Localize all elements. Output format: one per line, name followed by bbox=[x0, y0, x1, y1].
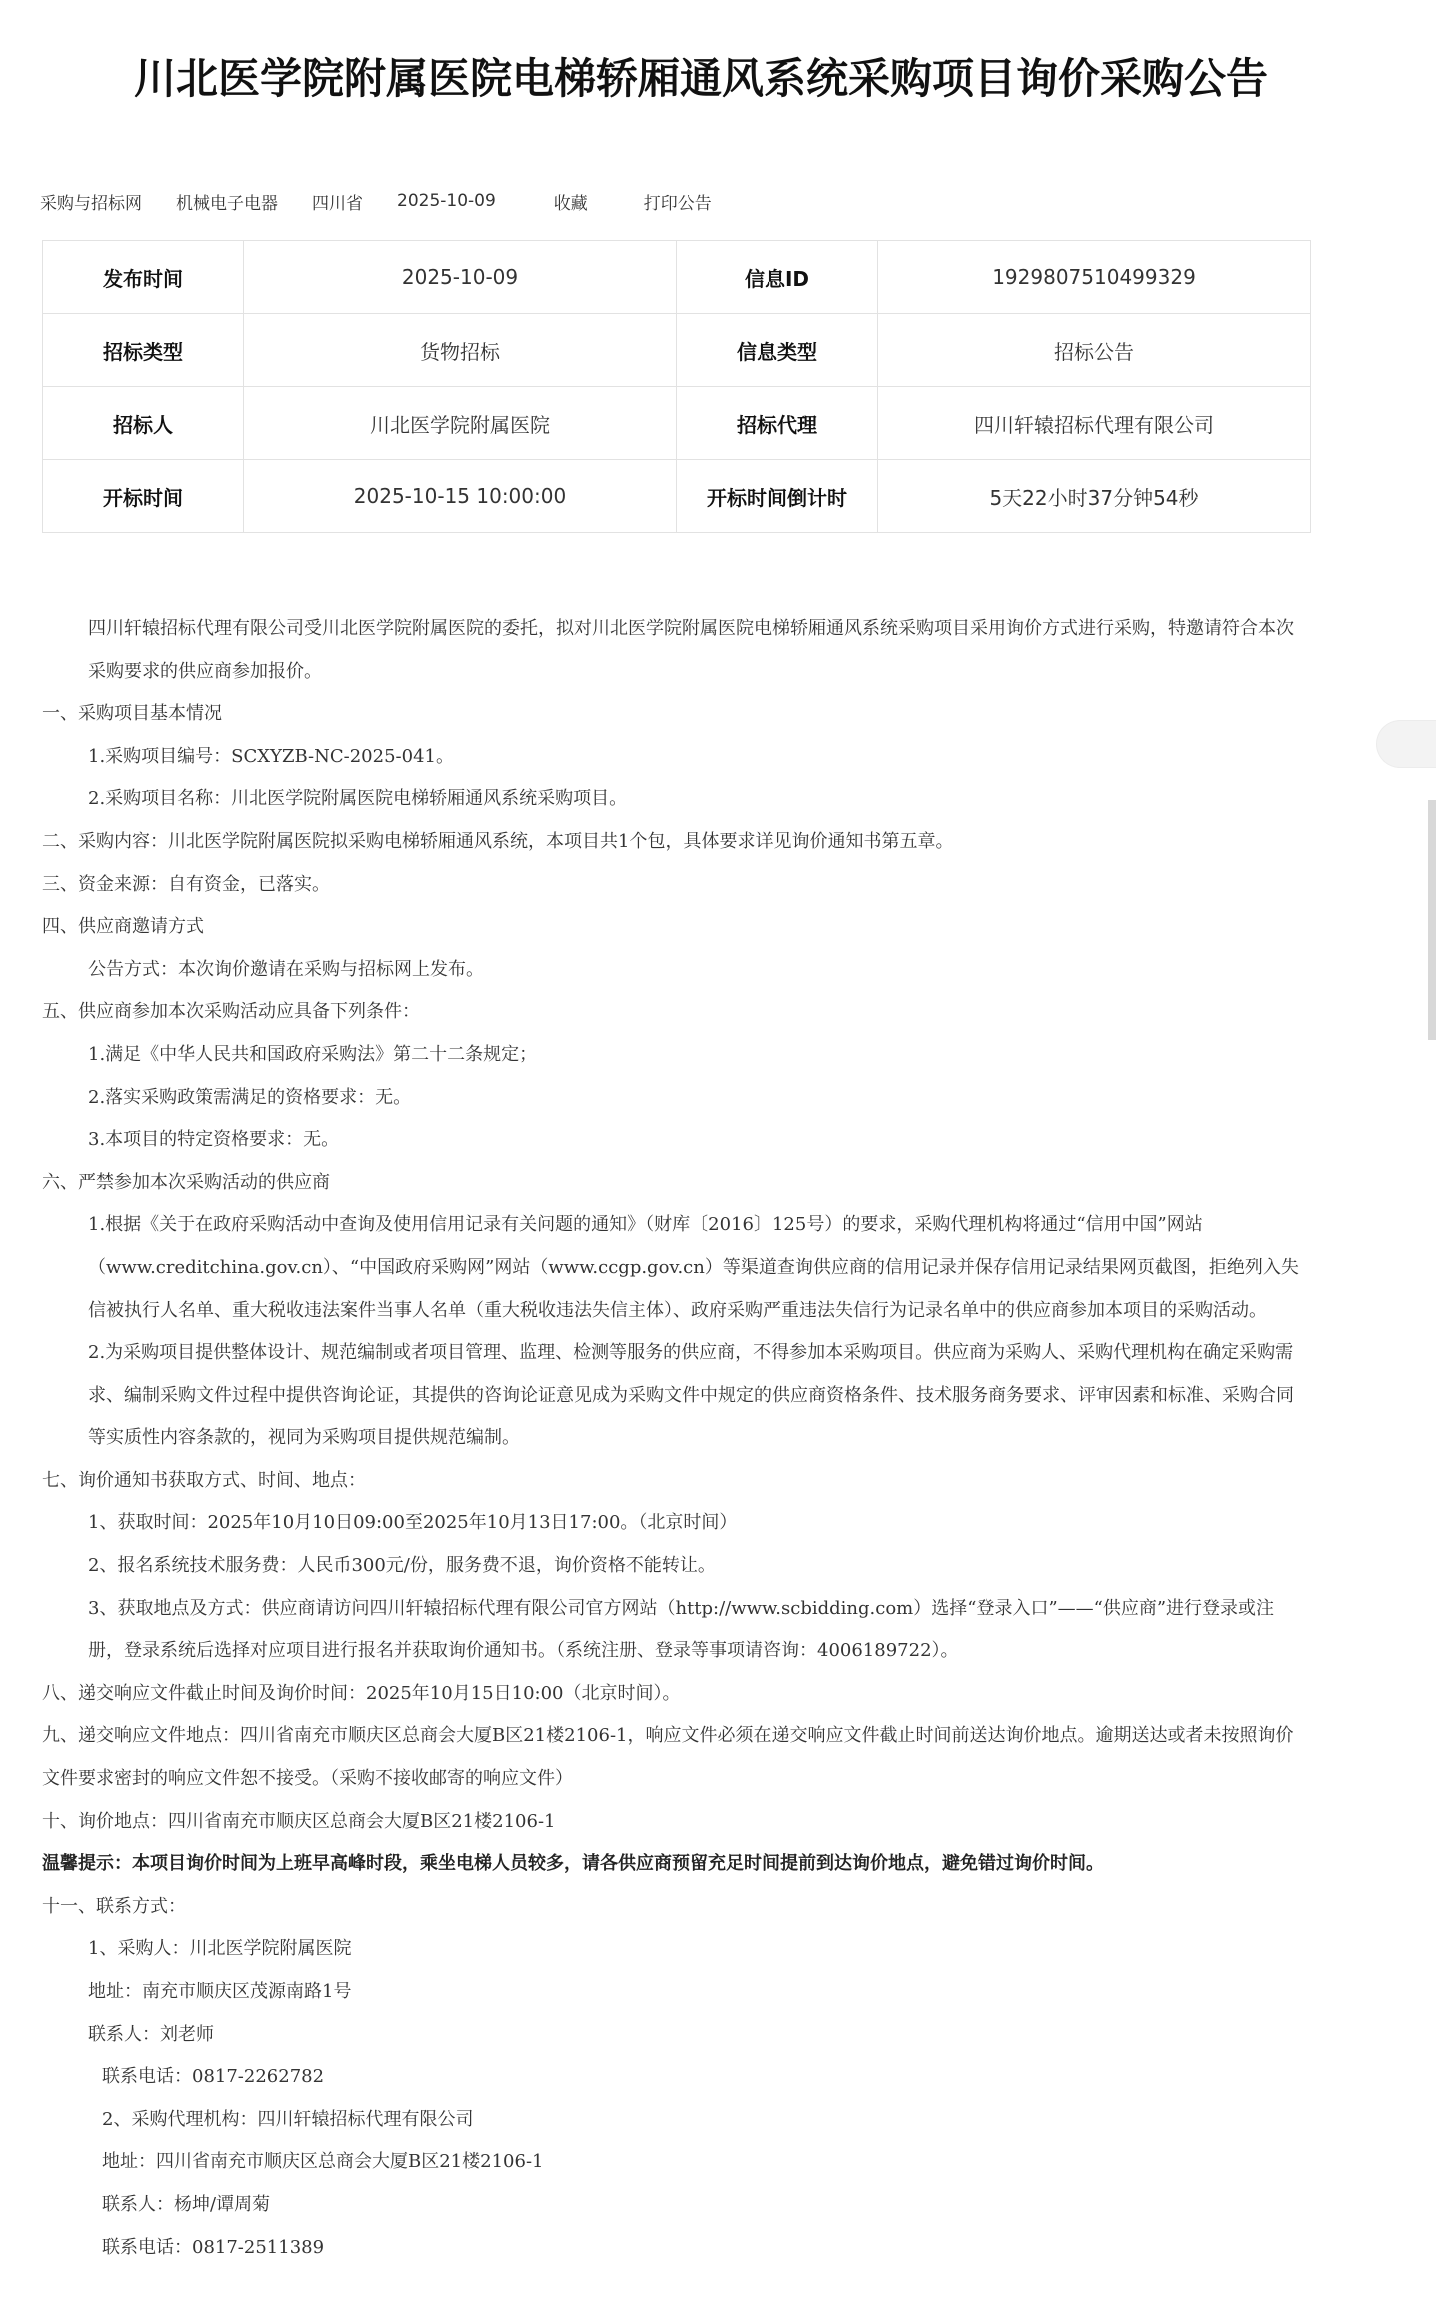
contact-item: 联系电话：0817-2511389 bbox=[102, 2236, 325, 2258]
info-id-value: 1929807510499329 bbox=[878, 241, 1311, 314]
meta-source[interactable]: 采购与招标网 bbox=[40, 193, 142, 214]
meta-date: 2025-10-09 bbox=[397, 191, 496, 211]
print-button[interactable]: 打印公告 bbox=[643, 193, 712, 214]
section-heading: 三、资金来源：自有资金，已落实。 bbox=[42, 873, 330, 895]
intro-paragraph: 四川轩辕招标代理有限公司受川北医学院附属医院的委托，拟对川北医学院附属医院电梯轿厢通风系统采购项目采用询价方式进行采购，特邀请符合本次采购要求的供应商参加报价。 bbox=[88, 618, 1294, 682]
meta-bar bbox=[40, 186, 746, 216]
section-heading: 一、采购项目基本情况 bbox=[42, 703, 222, 725]
list-item: 2.采购项目名称：川北医学院附属医院电梯轿厢通风系统采购项目。 bbox=[88, 788, 628, 810]
list-item: 2.落实采购政策需满足的资格要求：无。 bbox=[88, 1086, 412, 1108]
info-id-label: 信息ID bbox=[677, 241, 878, 314]
announcement-body bbox=[42, 608, 1306, 2269]
contact-item: 联系人：杨坤/谭周菊 bbox=[102, 2193, 271, 2215]
tenderer-value: 川北医学院附属医院 bbox=[244, 387, 677, 460]
table-row bbox=[43, 387, 1311, 460]
table-row bbox=[43, 241, 1311, 314]
publish-time-label: 发布时间 bbox=[43, 241, 244, 314]
warm-tip: 温馨提示：本项目询价时间为上班早高峰时段，乘坐电梯人员较多，请各供应商预留充足时间提前到达询价地点，避免错过询价时间。 bbox=[42, 1853, 1104, 1875]
scrollbar[interactable] bbox=[1428, 800, 1436, 1040]
list-item: 3.本项目的特定资格要求：无。 bbox=[88, 1129, 340, 1151]
list-item: 1.根据《关于在政府采购活动中查询及使用信用记录有关问题的通知》（财库〔2016〕125号）的要求，采购代理机构将通过“信用中国”网站（www.creditchina.gov.cn）、“中国政府采购网”网站（www.ccgp.gov.cn）等渠道查询供应商的信用记录并保存信用记录结果网页截图，拒绝列入失信被执行人名单、重大税收违法案件当事人名单（重大税收违法失信主体）、政府采购严重违法失信行为记录名单中的供应商参加本项目的采购活动。 bbox=[88, 1214, 1299, 1321]
agent-value: 四川轩辕招标代理有限公司 bbox=[878, 387, 1311, 460]
section-heading: 十一、联系方式： bbox=[42, 1895, 186, 1917]
list-item: 1.采购项目编号：SCXYZB-NC-2025-041。 bbox=[88, 745, 454, 767]
contact-item: 地址：四川省南充市顺庆区总商会大厦B区21楼2106-1 bbox=[102, 2151, 544, 2173]
agent-label: 招标代理 bbox=[677, 387, 878, 460]
tenderer-label: 招标人 bbox=[43, 387, 244, 460]
publish-time-value: 2025-10-09 bbox=[244, 241, 677, 314]
open-time-label: 开标时间 bbox=[43, 460, 244, 533]
side-float-handle[interactable] bbox=[1376, 720, 1436, 768]
contact-item: 2、采购代理机构：四川轩辕招标代理有限公司 bbox=[102, 2108, 474, 2130]
table-row bbox=[43, 314, 1311, 387]
tender-type-label: 招标类型 bbox=[43, 314, 244, 387]
section-heading: 四、供应商邀请方式 bbox=[42, 916, 204, 938]
list-item: 3、获取地点及方式：供应商请访问四川轩辕招标代理有限公司官方网站（http://www.scbidding.com）选择“登录入口”——“供应商”进行登录或注册，登录系统后选择对应项目进行报名并获取询价通知书。（系统注册、登录等事项请咨询：4006189722）。 bbox=[88, 1597, 1275, 1662]
section-heading: 六、严禁参加本次采购活动的供应商 bbox=[42, 1171, 330, 1193]
section-heading: 十、询价地点：四川省南充市顺庆区总商会大厦B区21楼2106-1 bbox=[42, 1810, 556, 1832]
meta-category[interactable]: 机械电子电器 bbox=[176, 193, 278, 214]
list-item: 1.满足《中华人民共和国政府采购法》第二十二条规定； bbox=[88, 1043, 538, 1065]
contact-item: 联系电话：0817-2262782 bbox=[102, 2066, 325, 2088]
contact-item: 1、采购人：川北医学院附属医院 bbox=[88, 1938, 352, 1960]
list-item: 1、获取时间：2025年10月10日09:00至2025年10月13日17:00。（北京时间） bbox=[88, 1512, 738, 1534]
meta-region[interactable]: 四川省 bbox=[312, 193, 363, 214]
list-item: 公告方式：本次询价邀请在采购与招标网上发布。 bbox=[88, 958, 484, 980]
list-item: 2、报名系统技术服务费：人民币300元/份，服务费不退，询价资格不能转让。 bbox=[88, 1555, 716, 1577]
open-time-value: 2025-10-15 10:00:00 bbox=[244, 460, 677, 533]
info-type-label: 信息类型 bbox=[677, 314, 878, 387]
list-item: 2.为采购项目提供整体设计、规范编制或者项目管理、监理、检测等服务的供应商，不得参加本采购项目。供应商为采购人、采购代理机构在确定采购需求、编制采购文件过程中提供咨询论证，其提供的咨询论证意见成为采购文件中规定的供应商资格条件、技术服务商务要求、评审因素和标准、采购合同等实质性内容条款的，视同为采购项目提供规范编制。 bbox=[88, 1342, 1294, 1449]
page-title: 川北医学院附属医院电梯轿厢通风系统采购项目询价采购公告 bbox=[134, 54, 1269, 103]
section-heading: 九、递交响应文件地点：四川省南充市顺庆区总商会大厦B区21楼2106-1，响应文件必须在递交响应文件截止时间前送达询价地点。逾期送达或者未按照询价文件要求密封的响应文件恕不接受。（采购不接收邮寄的响应文件） bbox=[42, 1725, 1294, 1790]
info-type-value: 招标公告 bbox=[878, 314, 1311, 387]
countdown-value: 5天22小时37分钟54秒 bbox=[878, 460, 1311, 533]
contact-item: 联系人：刘老师 bbox=[88, 2023, 214, 2045]
section-heading: 二、采购内容：川北医学院附属医院拟采购电梯轿厢通风系统，本项目共1个包，具体要求详见询价通知书第五章。 bbox=[42, 830, 954, 852]
countdown-label: 开标时间倒计时 bbox=[677, 460, 878, 533]
table-row bbox=[43, 460, 1311, 533]
section-heading: 七、询价通知书获取方式、时间、地点： bbox=[42, 1469, 366, 1491]
tender-type-value: 货物招标 bbox=[244, 314, 677, 387]
section-heading: 五、供应商参加本次采购活动应具备下列条件： bbox=[42, 1001, 420, 1023]
favorite-button[interactable]: 收藏 bbox=[553, 193, 588, 214]
contact-item: 地址：南充市顺庆区茂源南路1号 bbox=[88, 1981, 352, 2002]
info-table bbox=[42, 240, 1311, 533]
section-heading: 八、递交响应文件截止时间及询价时间：2025年10月15日10:00（北京时间）。 bbox=[42, 1682, 681, 1704]
